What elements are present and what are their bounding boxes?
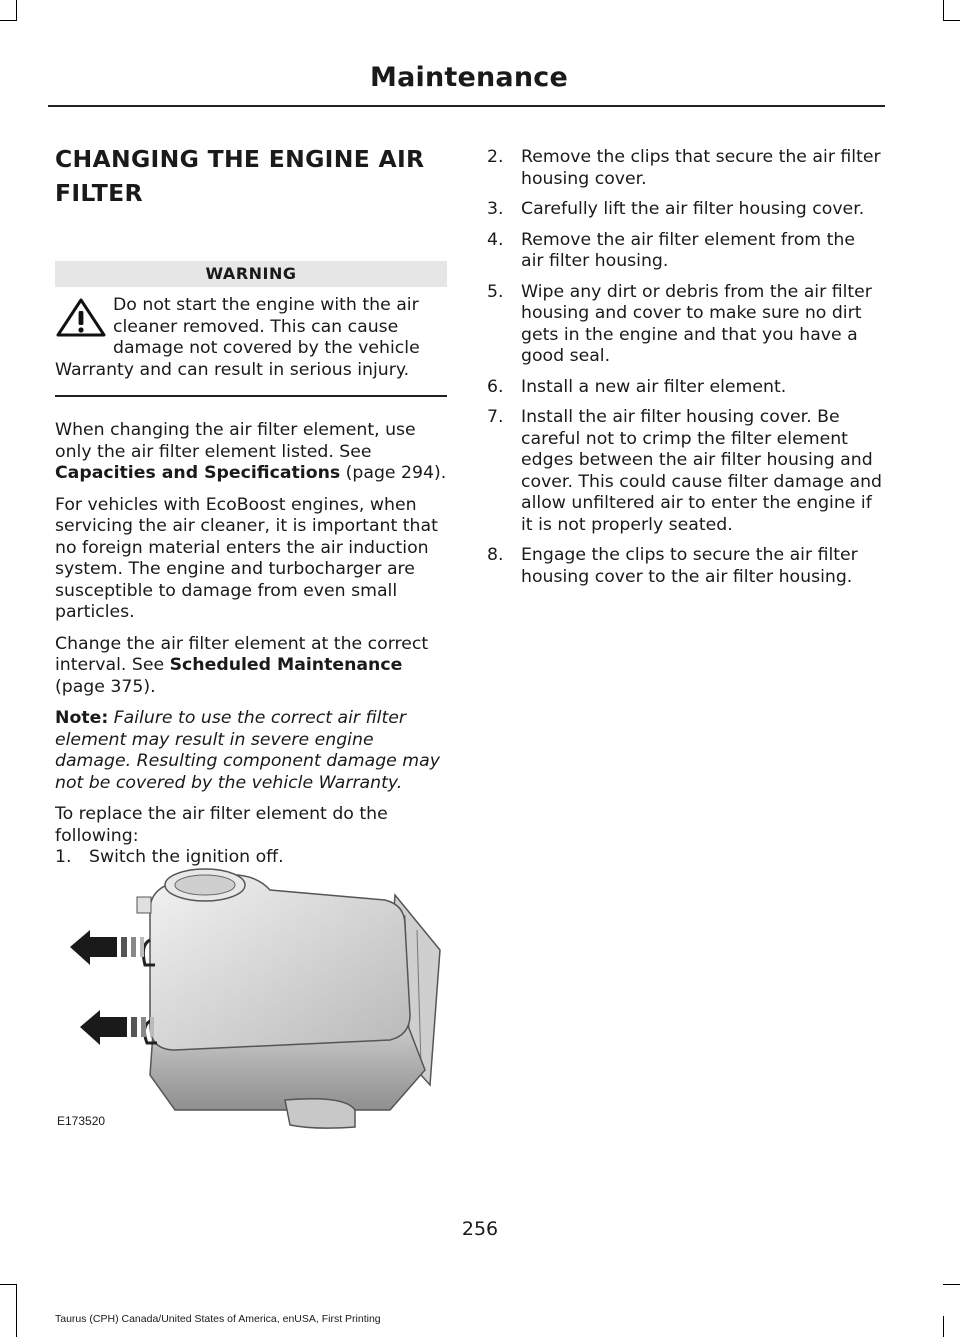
crop-mark [16,0,17,20]
cross-reference-link[interactable]: Capacities and Specifications [55,463,341,483]
warning-text: Do not start the engine with the air cleaner removed. This can cause damage not covered by the vehicle Warranty and can result in serious injury. [55,295,420,380]
step-text: Wipe any dirt or debris from the air filter housing and cover to make sure no dirt gets in the engine and that you have a good seal. [521,281,872,366]
step-text: Install a new air filter element. [521,376,787,397]
paragraph-ecoboost: For vehicles with EcoBoost engines, when servicing the air cleaner, it is important that no foreign material enters the air induction system. The engine and turbocharger are susceptible to damage from even small particles. [55,494,438,622]
step-number: 5. [487,281,504,302]
left-column [55,142,447,878]
step-text: Remove the air filter element from the air filter housing. [521,229,855,271]
footer-text: Taurus (CPH) Canada/United States of America, enUSA, First Printing [55,1313,381,1325]
step-number: 8. [487,545,504,565]
page-header-title: Maintenance [370,62,568,93]
crop-mark [943,1284,960,1285]
air-filter-drawing [55,855,447,1130]
step-text: Engage the clips to secure the air filter housing cover to the air filter housing. [521,545,858,587]
step-number: 3. [487,199,504,219]
air-filter-housing-illustration [55,855,447,1130]
step-list-right [487,147,882,588]
note-text: Failure to use the correct air filter element may result in severe engine damage. Resulting component damage may not be covered by the vehicle Warranty. [55,708,440,793]
step-text: Carefully lift the air filter housing cover. [521,199,865,219]
note-label: Note: [55,708,109,728]
list-item [487,282,882,368]
step-number: 6. [487,376,504,397]
section-title: CHANGING THE ENGINE AIR FILTER [55,145,425,207]
crop-mark [0,20,17,21]
warning-triangle-icon [55,297,107,337]
paragraph-filter-element [55,420,447,485]
step-number: 1. [55,847,72,867]
list-item [487,199,882,221]
warning-heading: WARNING [55,261,447,287]
note-paragraph [55,708,447,794]
list-item [487,147,882,190]
page-number: 256 [461,1218,499,1240]
crop-mark [943,20,960,21]
step-text: Switch the ignition off. [89,847,284,867]
list-item [487,545,882,588]
step-text: Install the air filter housing cover. Be careful not to crimp the filter element edges between the air filter housing and cover. This could cause filter damage and allow unfiltered air to enter the engine if it is not properly seated. [521,407,882,535]
step-number: 2. [487,147,504,167]
page-reference: (page 294). [340,463,447,483]
paragraph-procedure-intro: To replace the air filter element do the following: [55,804,388,846]
step-number: 7. [487,407,504,427]
crop-mark [943,0,944,20]
list-item [487,377,882,399]
paragraph-interval [55,634,447,699]
step-text: Remove the clips that secure the air filter housing cover. [521,147,881,189]
paragraph-text: Change the air filter element at the correct interval. See [55,633,429,675]
crop-mark [16,1284,17,1337]
page-reference: (page 375). [55,676,156,697]
paragraph-text: When changing the air filter element, use only the air filter element listed. See [55,420,416,462]
crop-mark [943,1316,944,1337]
crop-mark [0,1284,17,1285]
header-rule [48,105,885,107]
warning-box [55,295,447,397]
figure-code: E173520 [57,1114,106,1128]
list-item [487,230,882,273]
list-item [487,407,882,536]
step-number: 4. [487,229,504,250]
cross-reference-link[interactable]: Scheduled Maintenance [169,655,403,675]
right-column [487,147,882,597]
